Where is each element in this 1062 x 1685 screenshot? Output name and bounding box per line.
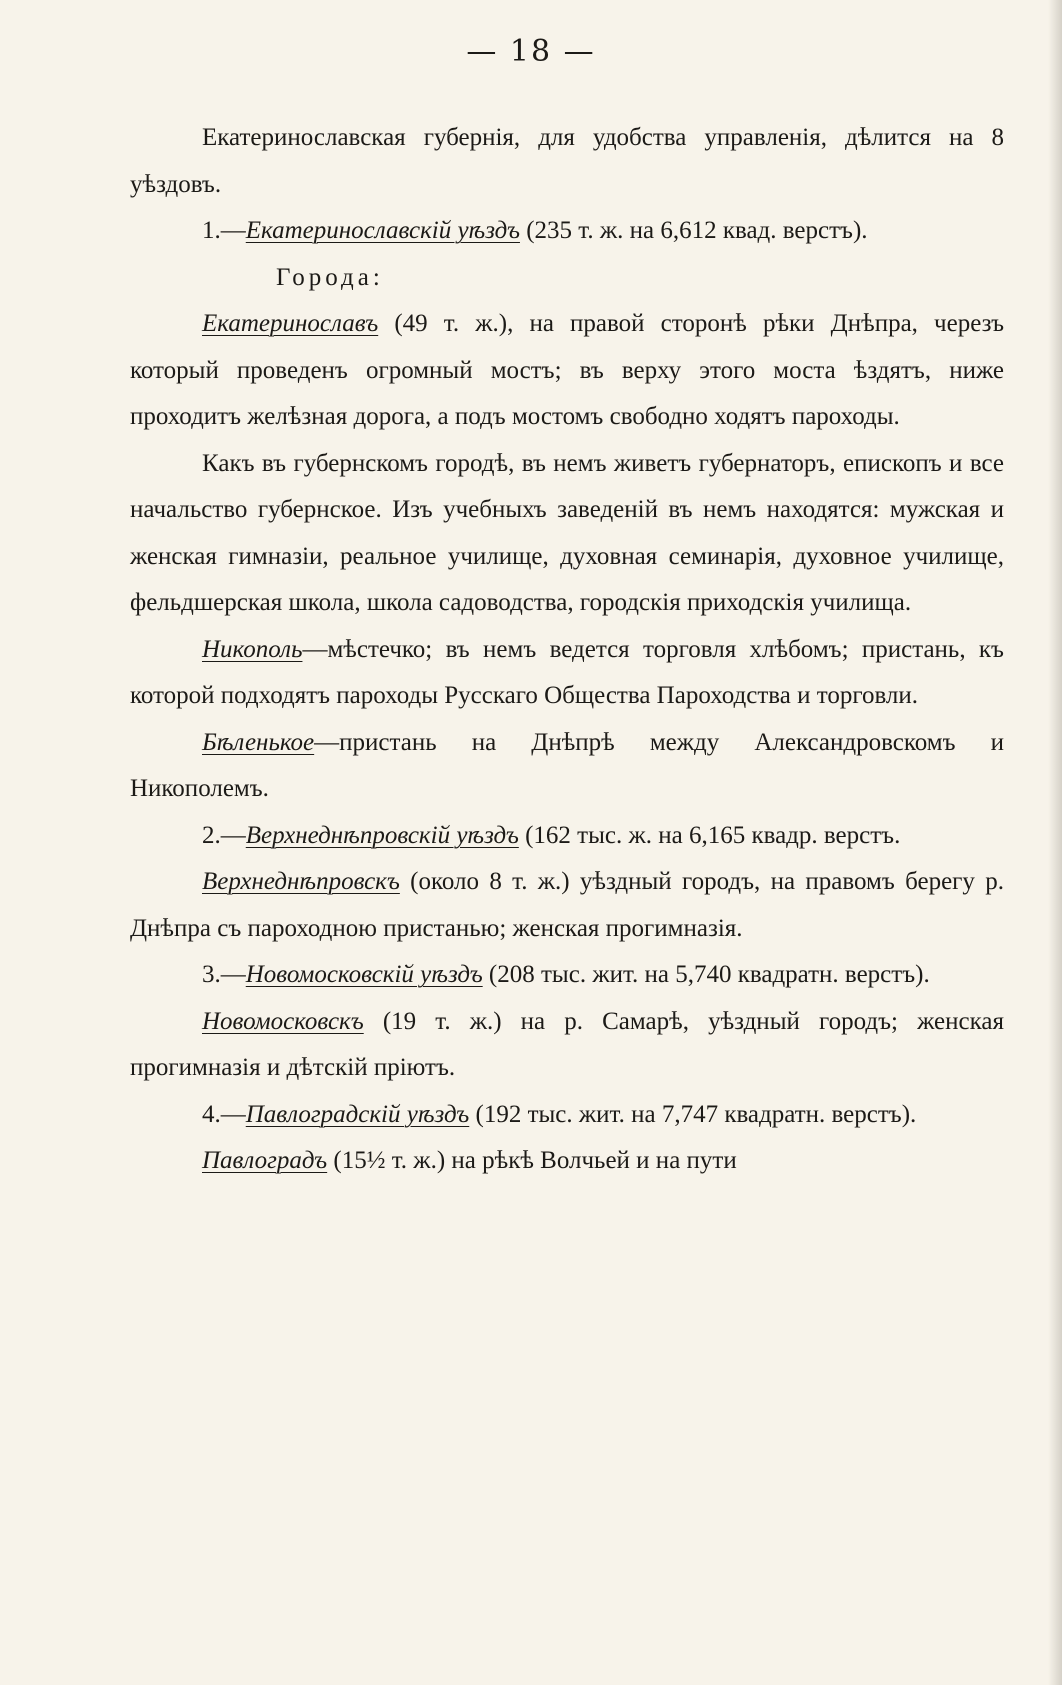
- page-number: — 18 —: [466, 34, 596, 69]
- paragraph-city-pavlograd: [130, 1138, 1004, 1185]
- city-title: Никополь: [202, 635, 303, 663]
- district-number: 2.—: [202, 821, 246, 849]
- page-body: [130, 115, 1004, 1185]
- paragraph-governor: Какъ въ губернскомъ городѣ, въ немъ живетъ губернаторъ, епископъ и все начальство губернское. Изъ учебныхъ заведеній въ немъ находятся: мужская и женская гимназіи, реальное училище, духовная семинарія, духовное училище, фельдшерская школа, школа садоводства, городскія приходскія училища.: [130, 449, 1004, 616]
- paragraph-city-ekaterinoslav: [130, 301, 1004, 441]
- paragraph-district-2: [130, 813, 1004, 860]
- city-title: Екатеринославъ: [202, 310, 379, 337]
- paragraph-city-belenkoe: [130, 720, 1004, 813]
- district-title: Екатеринославскій уѣздъ: [245, 217, 520, 244]
- city-info: (около 8 т. ж.) уѣздный городъ, на правомъ берегу р. Днѣпра съ пароходною пристанью; женская прогимназія.: [130, 868, 1004, 942]
- city-info: (15½ т. ж.) на рѣкѣ Волчьей и на пути: [327, 1147, 737, 1174]
- paragraph-district-4: [130, 1092, 1004, 1139]
- district-info: (162 тыс. ж. на 6,165 квадр. верстъ.: [518, 821, 901, 849]
- district-title: Новомосковскій уѣздъ: [245, 961, 483, 988]
- paragraph-district-3: [130, 952, 1004, 999]
- district-info: (192 тыс. жит. на 7,747 квадратн. верстъ).: [469, 1100, 917, 1128]
- city-info: —мѣстечко; въ немъ ведется торговля хлѣбомъ; пристань, къ которой подходятъ пароходы Русскаго Общества Пароходства и торговли.: [130, 635, 1004, 709]
- district-number: 3.—: [202, 961, 246, 988]
- city-title: Павлоградъ: [202, 1147, 328, 1174]
- city-title: Верхнеднѣпровскъ: [202, 868, 400, 895]
- heading-cities: Города:: [276, 263, 384, 291]
- district-title: Верхнеднѣпровскій уѣздъ: [245, 821, 519, 849]
- city-info: (49 т. ж.), на правой сторонѣ рѣки Днѣпра, черезъ который проведенъ огромный мостъ; въ верху этого моста ѣздятъ, ниже проходитъ желѣзная дорога, а подъ мостомъ свободно ходятъ пароходы.: [130, 310, 1004, 430]
- city-title: Новомосковскъ: [202, 1007, 364, 1035]
- district-info: (235 т. ж. на 6,612 квад. верстъ).: [519, 217, 868, 244]
- paragraph-city-verkhnedneprovsk: [130, 859, 1004, 952]
- city-title: Бѣленькое: [202, 728, 315, 756]
- district-title: Павлоградскій уѣздъ: [245, 1100, 470, 1128]
- paragraph-intro: Екатеринославская губернія, для удобства управленія, дѣлится на 8 уѣздовъ.: [130, 124, 1004, 198]
- district-number: 1.—: [202, 217, 246, 244]
- paragraph-city-novomoskovsk: [130, 999, 1004, 1092]
- paragraph-district-1: [130, 208, 1004, 255]
- district-number: 4.—: [202, 1100, 246, 1128]
- paragraph-city-nikopol: [130, 627, 1004, 720]
- city-info: (19 т. ж.) на р. Самарѣ, уѣздный городъ; женская прогимназія и дѣтскій пріютъ.: [130, 1007, 1004, 1081]
- district-info: (208 тыс. жит. на 5,740 квадратн. верстъ).: [482, 961, 930, 988]
- page-edge-shadow: [1048, 0, 1062, 1685]
- city-info: —пристань на Днѣпрѣ между Александровскомъ и Никополемъ.: [130, 728, 1004, 802]
